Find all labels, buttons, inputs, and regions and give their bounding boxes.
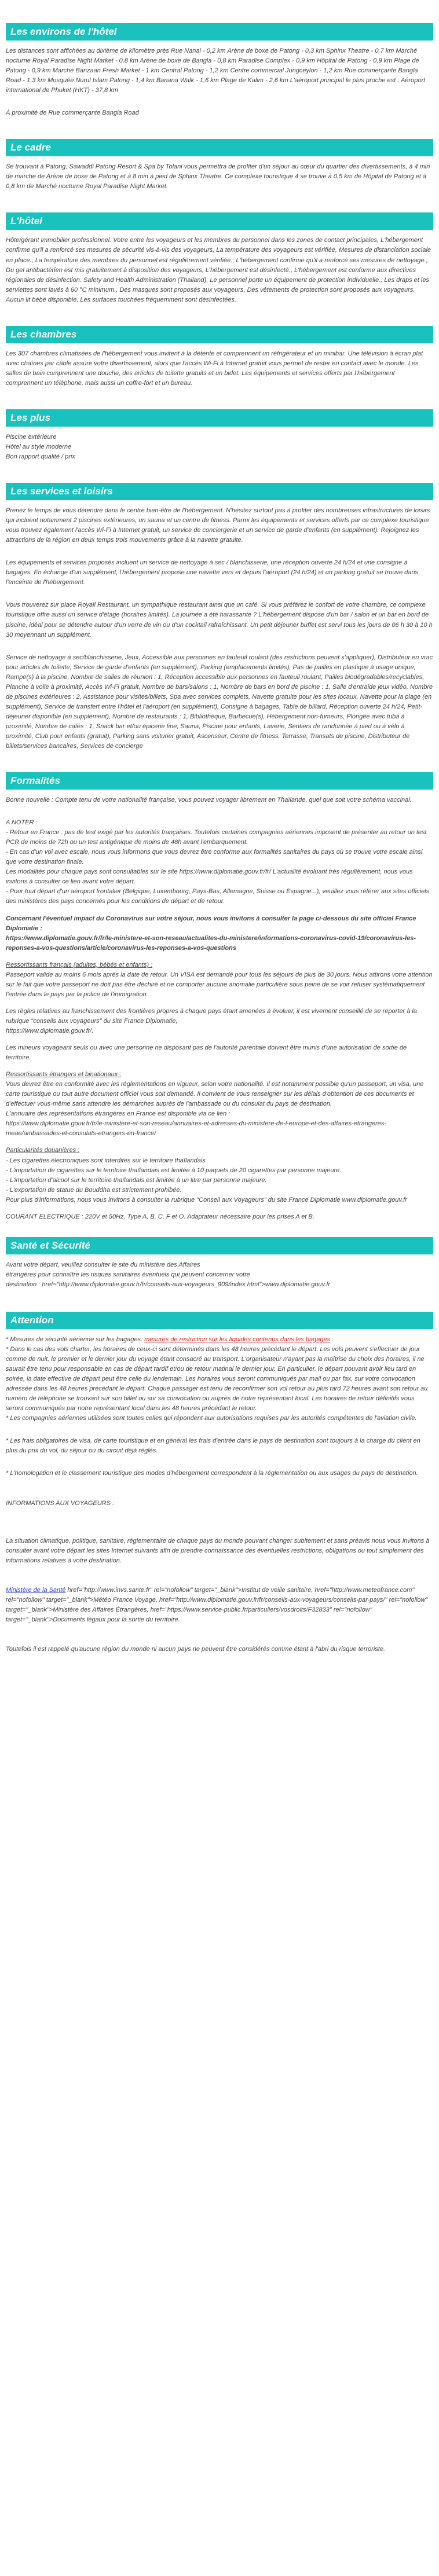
rules-line: Les règles relatives au franchissement des frontières propres à chaque pays étant amenées à évoluer, il est vivement conseillé de se reporter à la rubrique "conseils aux voyageurs" du site France Diplomatie,	[6, 1007, 417, 1025]
plus-item: Bon rapport qualité / prix	[6, 453, 75, 461]
foreign-link[interactable]: https://www.diplomatie.gouv.fr/fr/le-ministere-et-son-reseau/annuaires-et-adresses-du-ministere-de-l-europe-et-des-affaires-etrangeres-meae/ambassades-et-consulats-etrangers-en-france/	[6, 1120, 387, 1137]
foreign-line: L'annuaire des représentations étrangères en France est disponible via ce lien :	[6, 1110, 231, 1118]
services-p4: Service de nettoyage à sec/blanchisserie, Jeux, Accessible aux personnes en fauteuil roulant (des restrictions peuvent s'appliquer), Distributeur en vrac pour articles de toilette, Service de garde d'enfants (en supplément), Parking (emplacements limités), Pas de pailles en plastique à usage unique, Rampe(s) à la piscine, Nombre de salles de réunion : 1, Réception accessible aux personnes en fauteuil roulant, Pailles biodégradables/recyclables, Planche à voile à proximité, Accès Wi-Fi gratuit, Nombre de bars/salons : 1, Nombre de bars en bord de piscine : 1, Salle d'entraide jeux vidéo, Nombre de piscines extérieures : 2, Assistance pour visites/billets, Spa avec services complets, Navette gratuite pour les sites locaux, Navette pour la plage (en supplément), Service de transfert entre l'hôtel et l'aéroport (en supplément), Consigne à bagages, Table de billard, Réception ouverte 24 h/24, Petit-déjeuner disponible (en supplément), Nombre de restaurants : 1, Bibliothèque, Barbecue(s), Hébergement non-fumeurs, Plongée avec tuba à proximité, Nombre de cafés : 1, Snack bar et/ou épicerie fine, Sauna, Piscine pour enfants, Laverie, Sentiers de randonnée à pied ou à vélo à proximité, Club pour enfants (gratuit), Parking sans voiturier gratuit, Ascenseur, Centre de fitness, Terrasse, Transats de piscine, Distributeur de billets/services bancaires, Services de concierge	[6, 654, 433, 750]
nota-title: A NOTER :	[6, 819, 38, 827]
sante-link[interactable]: destination : href="http://www.diplomatie.gouv.fr/fr/conseils-aux-voyageurs_909/index.html">www.diplomatie.gouv.fr	[6, 1280, 331, 1288]
attention-p1-rest: * Dans le cas des vols charter, les horaires de ceux-ci sont déterminés dans les 48 heures précédant le départ. Les vols peuvent s'effectuer de jour comme de nuit, le premier et le dernier jour du voyage étant consacré au transport. L'organisateur n'ayant pas la maîtrise du choix des horaires, il ne saurait être tenu pour responsable en cas de départ tardif et/ou de retour matinal le dernier jour. En particulier, le départ pouvant avoir lieu tard en soirée, la date effective de départ peut être celle du lendemain. Les horaires vous seront communiqués par mail ou par fax, sur votre convocation adressée dans les 48 heures précédant le départ. Chaque passager est tenu de reconfirmer son vol retour au plus tard 72 heures avant son retour au numéro de téléphone se trouvant sur son billet ou sur sa convocation ou auprès de notre représentant local. Les horaires de retour définitifs vous seront communiqués par notre représentant local dans les 48 heures précédant le retour.	[6, 1345, 428, 1412]
attention-p1	[6, 1335, 433, 1423]
hotel-text: Hôte/gérant immobilier professionnel. Votre entre les voyageurs et les membres du personnel dans les zones de contact principales, L'hébergement confirme qu'il a renforcé ses mesures de sécurité vis-à-vis des voyageurs, La température des voyageurs est vérifiée, Mesures de distanciation sociale en place., La température des membres du personnel est régulièrement vérifiée., L'hébergement confirme qu'il a renforcé ses mesures de nettoyage., Du gel antibactérien est mis gratuitement à disposition des voyageurs, L'hébergement est désinfecté., L'hébergement est conforme aux directives régionales de désinfection. Safety and Health Administration (Thailand), Le personnel porte un équipement de protection individuelle., Les draps et les serviettes sont lavés à 60 °C minimum., Des masques sont proposés aux voyageurs, Des vêtements de protection sont proposés aux voyageurs. Aucun lit bébé disponible, Les surfaces touchées fréquemment sont désinfectées.	[6, 237, 431, 303]
nota-line: - En cas d'un voi avec escale, nous vous informons que vous devrez être conforme aux formalités sanitaires du pays où se trouve votre escale ainsi que votre destination finale.	[6, 849, 423, 866]
liquid-restriction-link[interactable]: mesures de restriction sur les liquides contenus dans les bagages	[144, 1335, 331, 1343]
attention-p1-prefix: * Mesures de sécurité aérienne sur les bagages:	[6, 1335, 143, 1343]
nota-line: Les modalités pour chaque pays sont consultables sur le site https://www.diplomatie.gouv.fr/fr/ L'actualité évoluant très régulièrement, nous vous invitons à consulter ce lien avant votre départ.	[6, 868, 413, 886]
attention-p5-rest: href="http://www.invs.sante.fr" rel="nofollow" target="_blank">Institut de veille sanitaire, href="http://www.meteofrance.com" rel="nofollow" target="_blank">Météo France Voyage, href="http://www.diplomatie.gouv.fr/fr/conseils-aux-voyageurs/conseils-par-pays/" rel="nofollow" target="_blank">Ministère des Affaires Étrangères, href="https://www.service-public.fr/particuliers/vosdroits/F32833" rel="nofollow" target="_blank">Documents légaux pour la sortie du territoire.	[6, 1586, 428, 1623]
section-title-services: Les services et loisirs	[6, 483, 433, 500]
section-title-attention: Attention	[6, 1312, 433, 1329]
attention-p4: La situation climatique, politique, sanitaire, réglementaire de chaque pays du monde pouvant changer subitement et sans préavis nous vous invitons à consulter avant votre départ les sites Internet suivants afin de prendre connaissance des éventuelles restrictions, obligations ou tout simplement des informations relatives à votre destination.	[6, 1537, 430, 1564]
corona-notice: Concernant l'éventuel impact du Coronavirus sur votre séjour, nous vous invitons à consulter la page ci-dessous du site officiel France Diplomatie :	[6, 915, 416, 932]
section-title-sante: Santé et Sécurité	[6, 1237, 433, 1254]
plus-item: Piscine extérieure	[6, 433, 57, 441]
plus-item: Hôtel au style moderne	[6, 443, 72, 450]
partic-title: Particularités douanières :	[6, 1147, 80, 1154]
fr-line: Passeport valide au moins 6 mois après la date de retour. Un VISA est demandé pour tous les séjours de plus de 30 jours. Nous attirons votre attention sur le fait que votre passeport ne doit pas être déchiré et ne comporter aucune anomalie particulière sous peine de se voir refuser systématiquement l'entrée dans le pays par la police de l'immigration.	[6, 971, 433, 998]
attention-p2: * Les frais obligatoires de visa, de carte touristique et en général les frais d'entrée dans le pays de destination sont toujours à la charge du client en plus du prix du vol, du séjour ou du circuit déjà réglés.	[6, 1437, 420, 1455]
section-title-hotel: L'hôtel	[6, 212, 433, 230]
nota-line: - Retour en France : pas de test exigé par les autorités françaises. Toutefois certaines compagnies aériennes imposent de présenter au retour un test PCR de moins de 72h ou un test antigénique de moins de 48h avant l'embarquement.	[6, 829, 427, 846]
foreign-title: Ressortissants étrangers et binationaux :	[6, 1071, 122, 1078]
partic-line: - L'importation de cigarettes sur le territoire thaïlandais est limitée à 10 paquets de 20 cigarettes par personne majeure.	[6, 1166, 342, 1174]
chambres-text: Les 307 chambres climatisées de l'hébergement vous invitent à la détente et comprennent un réfrigérateur et un minibar. Une télévision à écran plat avec chaînes par câble assure votre divertissement, alors que l'accès Wi-Fi à Internet gratuit vous permet de rester en contact avec le monde. Les salles de bain comprennent une douche, des articles de toilette gratuits et un bidet. Les équipements et services offerts par l'hébergement comprennent un téléphone, mais aussi un coffre-fort et un bureau.	[6, 350, 423, 387]
sante-line: étrangères pour connaître les risques sanitaires éventuels qui peuvent concerner votre	[6, 1271, 250, 1278]
services-p2: Les équipements et services proposés incluent un service de nettoyage à sec / blanchisserie, une réception ouverte 24 h/24 et une consigne à bagages. En échange d'un supplément, l'hébergement propose une navette vers et depuis l'aéroport (24 h/24) et un parking gratuit se trouve dans l'enceinte de l'hébergement.	[6, 559, 418, 586]
attention-p3: * L'homologation et le classement touristique des modes d'hébergement correspondent à la réglementation ou aux usages du pays de destination.	[6, 1470, 418, 1477]
services-p3: Vous trouverez sur place Royall Restaurant, un sympathique restaurant ainsi que un café. Si vous préférez le confort de votre chambre, ce complexe touristique offre aussi un service d'étage (horaires limités). La journée a été harassante ? L'hébergement dispose d'un bar / salon et un bar en bord de piscine, idéal pour se détendre autour d'un verre de vin ou d'un cocktail rafraîchissant. Un petit déjeuner buffet est servi tous les jours de 06 h 30 à 10 h 30 moyennant un supplément.	[6, 601, 433, 639]
courant-text: COURANT ELECTRIQUE : 220V et 50Hz, Type A, B, C, F et O. Adaptateur nécessaire pour les prises A et B.	[6, 1213, 314, 1220]
formalites-intro: Bonne nouvelle : Compte tenu de votre nationalité française, vous pouvez voyager librement en Thaïlande, quel que soit votre schéma vaccinal.	[6, 797, 412, 804]
partic-line: - L'exportation de statue du Bouddha est strictement prohibée.	[6, 1186, 182, 1194]
attention-p6: Toutefois il est rappelé qu'aucune région du monde ni aucun pays ne peuvent être considérés comme étant à l'abri du risque terroriste.	[6, 1645, 386, 1653]
section-title-plus: Les plus	[6, 409, 433, 427]
section-title-formalites: Formalités	[6, 772, 433, 790]
page	[0, 23, 439, 1654]
ministere-sante-link[interactable]: Ministère de la Santé	[6, 1586, 66, 1594]
rules-link[interactable]: https://www.diplomatie.gouv.fr/.	[6, 1028, 94, 1034]
section-title-environs: Les environs de l'hôtel	[6, 23, 433, 41]
attention-p5	[6, 1586, 433, 1625]
partic-line: Pour plus d'informations, nous vous invitons à consulter la rubrique "Conseil aux Voyageurs" du site France Diplomatie www.diplomatie.gouv.fr	[6, 1196, 407, 1203]
environs-note: À proximité de Rue commerçante Bangla Road	[6, 109, 139, 117]
section-title-chambres: Les chambres	[6, 326, 433, 343]
nota-line: - Pour tout départ d'un aéroport frontalier (Belgique, Luxembourg, Pays-Bas, Allemagne, Suisse ou Espagne...), veuillez vous référer aux sites officiels des ministères des pays concernés pour les conditions de départ et de retour.	[6, 888, 430, 905]
partic-line: - L'importation d'alcool sur le territoire thaïlandais est limitée à un litre par personne majeure.	[6, 1176, 267, 1184]
partic-line: - Les cigarettes électroniques sont interdites sur le territoire thaïlandais	[6, 1157, 206, 1164]
services-p1: Prenez le temps de vous détendre dans le centre bien-être de l'hébergement. N'hésitez surtout pas à profiter des nombreuses infrastructures de loisirs qui incluent notamment 2 piscines extérieures, un sauna et un centre de fitness. Parmi les équipements et services offerts par ce complexe touristique vous trouvez également l'accès Wi-Fi à Internet gratuit, un service de conciergerie et un service de garde d'enfants (en supplément). Rejoignez les attractions de la région en deux temps trois mouvements grâce à la navette gratuite.	[6, 507, 430, 544]
environs-text: Les distances sont affichées au dixième de kilomètre près Rue Nanai - 0,2 km Arène de boxe de Patong - 0,3 km Sphinx Theatre - 0,7 km Marché nocturne Royal Paradise Night Market - 0,8 km Arène de boxe de Bangla - 0,8 km Paradise Complex - 0,9 km Hôpital de Patong - 0,9 km Plage de Patong - 0,9 km Marché Banzaan Fresh Market - 1 km Central Patong - 1,2 km Centre commercial Jungceylon - 1,2 km Rue commerçante Bangla Road - 1,3 km Mosquée Nurul Islam Patong - 1,4 km Banana Walk - 1,6 km Plage de Kalim - 2,6 km L'aéroport principal le plus proche est : Aéroport international de Phuket (HKT) - 37,8 km	[6, 47, 426, 94]
info-title: INFORMATIONS AUX VOYAGEURS :	[6, 1499, 115, 1507]
minors-text: Les mineurs voyageant seuls ou avec une personne ne disposant pas de l'autorité parentale doivent être munis d'une autorisation de sortie de territoire.	[6, 1044, 407, 1062]
cadre-text: Se trouvant à Patong, Sawaddi Patong Resort & Spa by Tolani vous permettra de profiter d'un séjour au cœur du quartier des divertissements, à 4 min de marche de Arène de boxe de Patong et à 8 min à pied de Sphinx Theatre. Ce complexe touristique 4 se trouve à 0,5 km de Hôpital de Patong et à 0,8 km de Marché nocturne Royal Paradise Night Market.	[6, 163, 430, 190]
fr-title: Ressortissants français (adultes, bébés et enfants) :	[6, 961, 153, 968]
corona-link[interactable]: https://www.diplomatie.gouv.fr/fr/le-ministere-et-son-reseau/actualites-du-ministere/informations-coronavirus-covid-19/coronavirus-les-reponses-a-vos-questions/article/coronavirus-les-reponses-a-vos-questions	[6, 934, 416, 952]
attention-p1-tail: * Les compagnies aériennes utilisées sont toutes celles qui répondent aux autorisations requises par les autorités compétentes de l'aviation civile.	[6, 1415, 417, 1422]
sante-line: Avant votre départ, veuillez consulter le site du ministère des Affaires	[6, 1261, 200, 1268]
plus-list	[6, 432, 433, 462]
foreign-line: Vous devrez être en conformité avec les réglementations en vigueur, selon votre nationalité. Il est notamment possible qu'un passeport, un visa, une carte touristique ou tout autre document officiel vous soit demandé. Il convient de vous renseigner sur les délais d'obtention de ces documents et d'effectuer vous-même sans attendre les démarches auprès de l'ambassade ou du consulat du pays de destination.	[6, 1081, 424, 1108]
section-title-cadre: Le cadre	[6, 139, 433, 156]
